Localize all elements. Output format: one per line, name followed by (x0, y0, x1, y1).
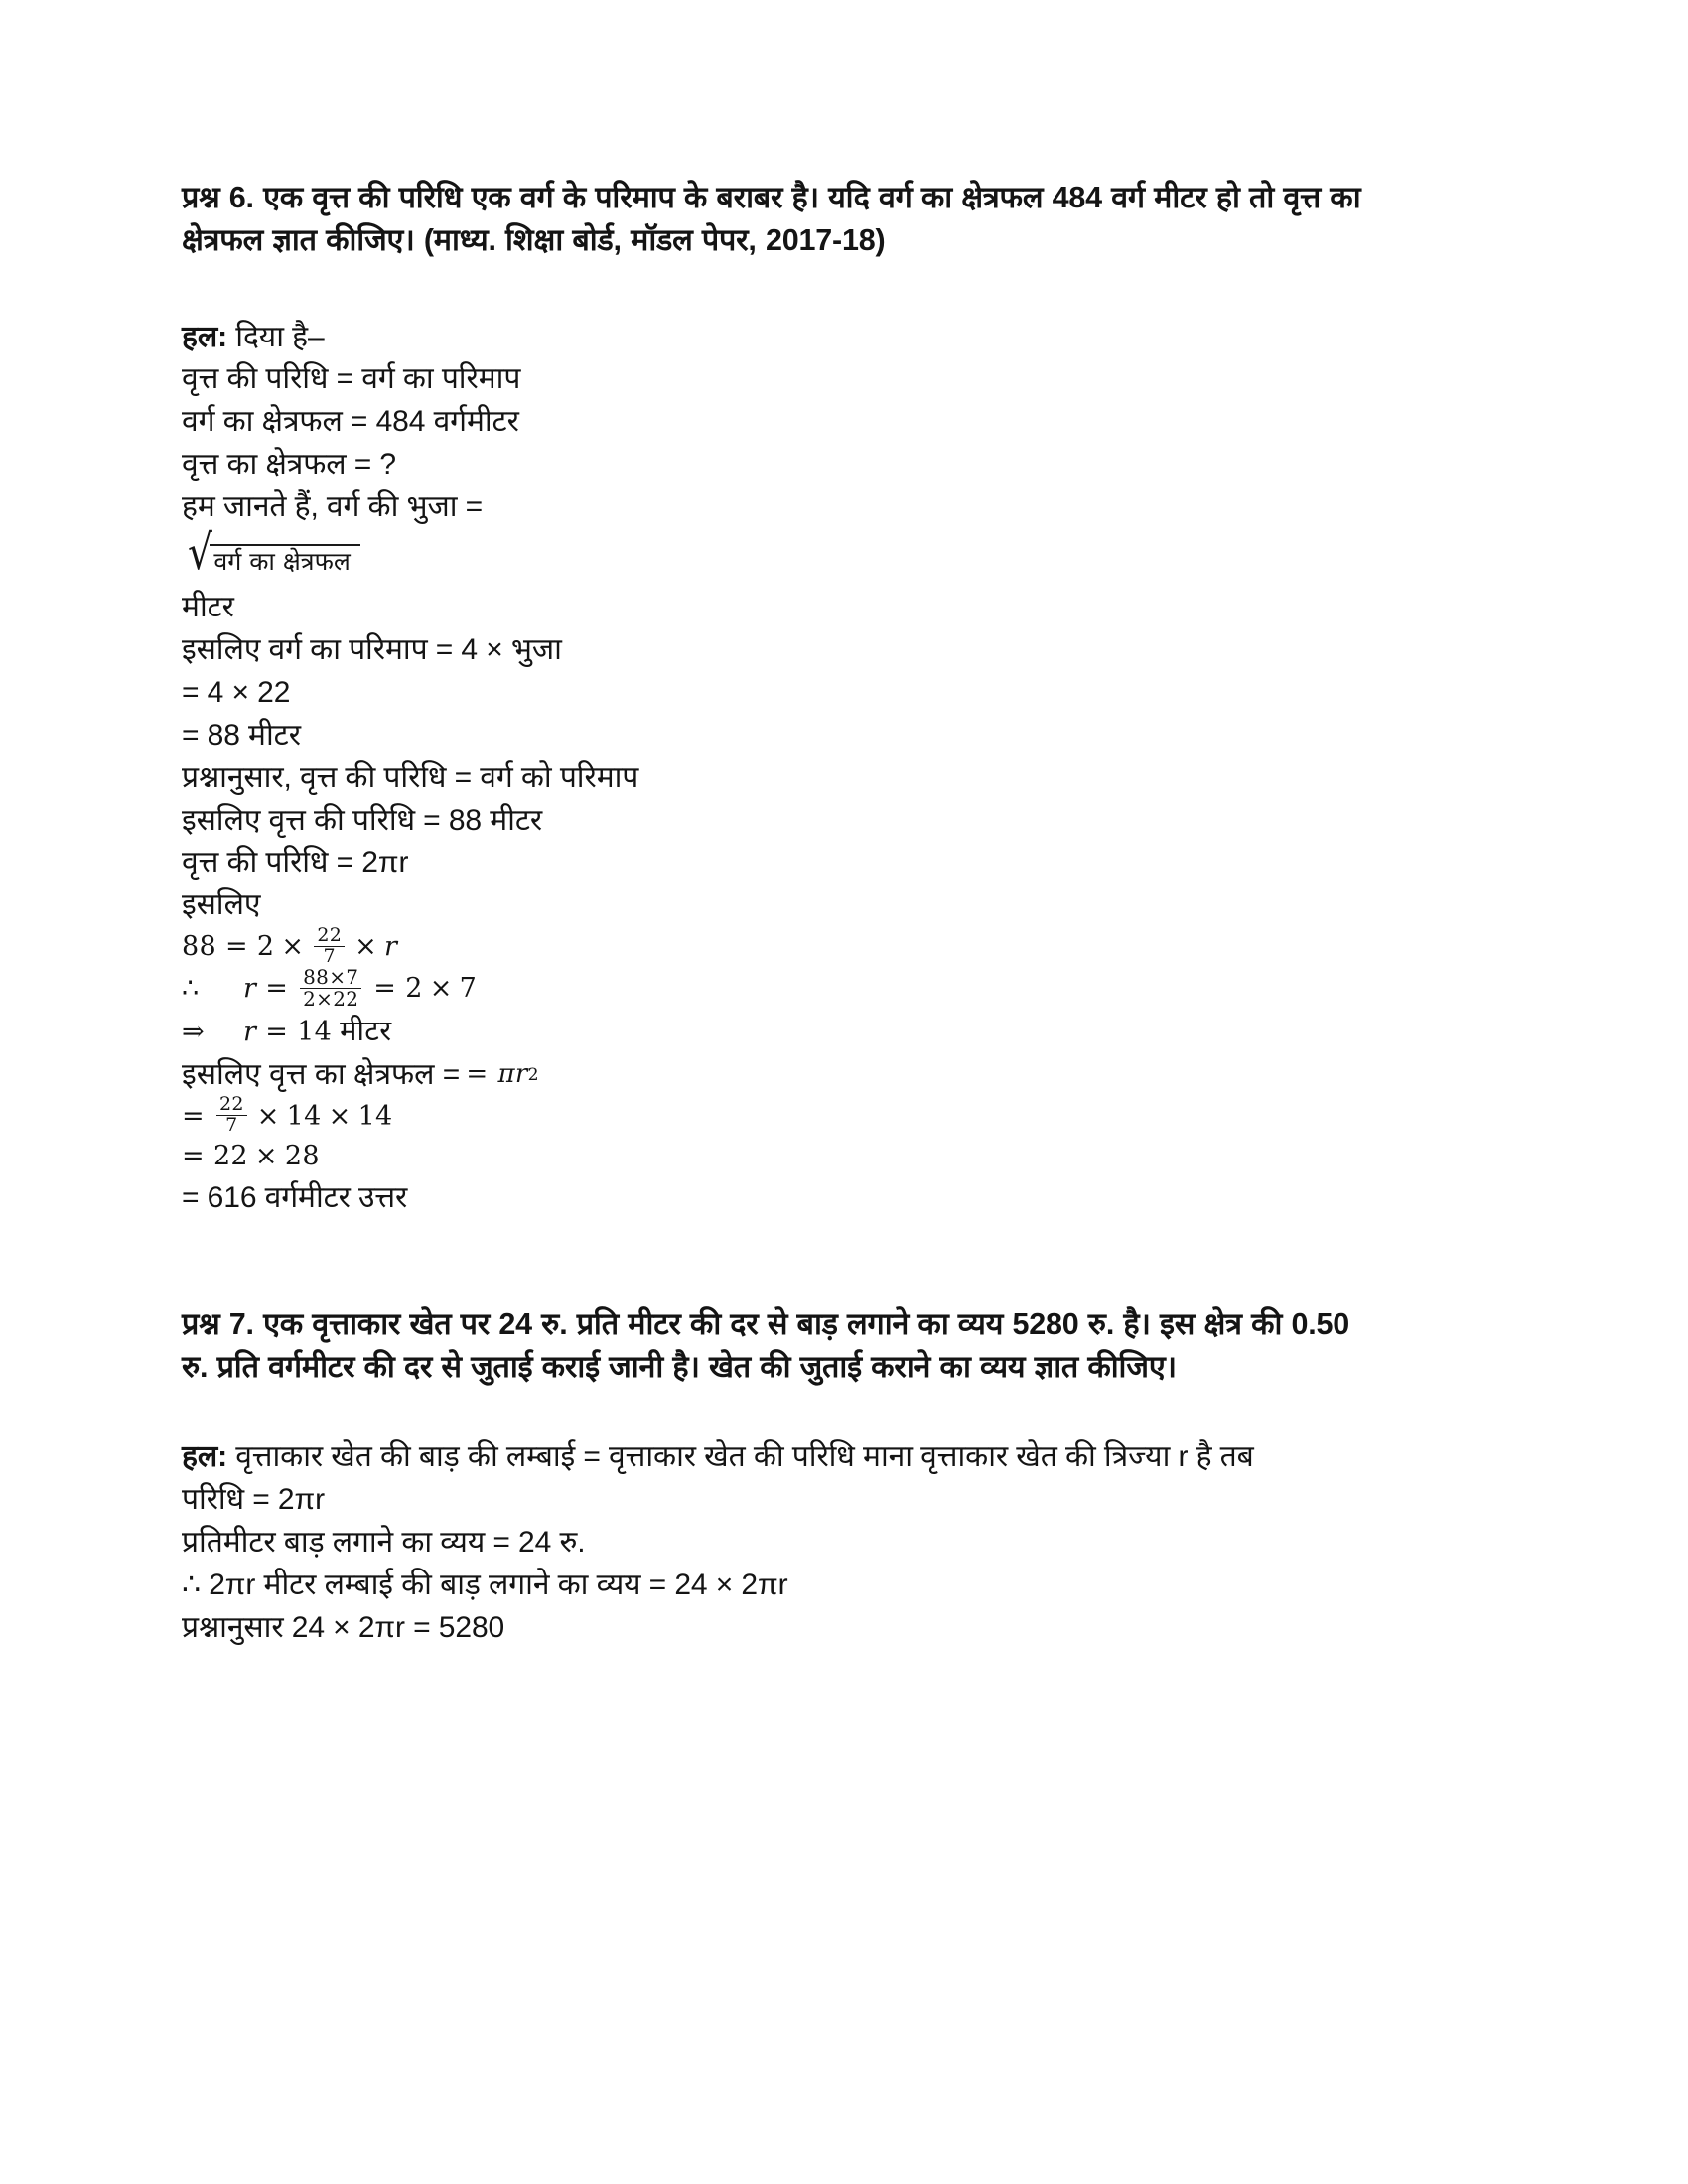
equation-5 (182, 1093, 1363, 1137)
equation-1-equals: = (224, 931, 248, 963)
solution-label-6: हल: (182, 320, 227, 353)
equation-5-fraction (216, 1095, 247, 1136)
equation-1-times-1: × (281, 931, 305, 963)
solution-7-line-3: ∴ 2πr मीटर लम्बाई की बाड़ लगाने का व्यय = 24 × 2πr (182, 1568, 788, 1601)
equation-5-fraction-numerator: 22 (218, 1093, 244, 1116)
question-6-block (182, 177, 1363, 1220)
spacer-q7-heading-solution (182, 1389, 1363, 1436)
equation-3-r: r (243, 1016, 257, 1047)
question-6-heading-line-2: हो तो वृत्त का क्षेत्रफल ज्ञात कीजिए। (माध्य. शिक्षा बोर्ड, मॉडल पेपर, 2017-18) (182, 181, 1361, 258)
spacer-q6-heading-solution (182, 263, 1363, 317)
solution-6-line-2: वर्ग का क्षेत्रफल = 484 वर्गमीटर (182, 405, 519, 439)
question-6-heading-line-1: प्रश्न 6. एक वृत्त की परिधि एक वर्ग के परिमाप के बराबर है। यदि वर्ग का क्षेत्रफल 484 वर्ग मीटर (182, 181, 1207, 214)
spacer-between-questions (182, 1220, 1363, 1303)
equation-2-therefore-symbol: ∴ (182, 973, 200, 1005)
equation-3-implies-symbol: ⇒ (182, 1016, 205, 1047)
question-7-heading-line-2: क्षेत्र की 0.50 रु. प्रति वर्गमीटर की दर से जुताई कराई जानी है। खेत की जुताई कराने का व्यय (182, 1306, 1350, 1384)
equation-6-a: 22 (212, 1141, 248, 1172)
question-6-solution (182, 317, 1363, 1220)
solution-6-line-10: वृत्त की परिधि = 2πr (182, 846, 409, 880)
question-7-heading-line-1: प्रश्न 7. एक वृत्ताकार खेत पर 24 रु. प्रति मीटर की दर से बाड़ लगाने का व्यय 5280 रु. है। इस (182, 1306, 1196, 1341)
solution-label-7: हल: (182, 1440, 227, 1474)
equation-6-equals: = (182, 1141, 205, 1172)
solution-6-final-answer: = 616 वर्गमीटर उत्तर (182, 1180, 408, 1214)
equation-6-times: × (254, 1141, 278, 1172)
solution-7-intro-text: वृत्ताकार खेत की बाड़ की लम्बाई = वृत्ताकार खेत की परिधि माना वृत्ताकार खेत की त्रिज्या r है तब (226, 1440, 1254, 1474)
solution-6-line-8: प्रश्नानुसार, वृत्त की परिधि = वर्ग को परिमाप (182, 760, 639, 794)
page-content (182, 177, 1363, 1650)
square-root-expression (188, 523, 1363, 585)
equation-4-pi: π (497, 1059, 515, 1090)
equation-2-fraction-numerator: 88×7 (303, 965, 359, 990)
equation-4-r: r (514, 1059, 528, 1090)
equation-3-value: 14 (297, 1016, 333, 1047)
solution-6-line-1: वृत्त की परिधि = वर्ग का परिमाप (182, 362, 521, 396)
equation-5-times-2: × (328, 1100, 352, 1132)
radical-group (188, 523, 360, 581)
question-6-heading (182, 177, 1363, 263)
equation-4 (182, 1054, 1363, 1097)
solution-6-line-6: = 4 × 22 (182, 675, 291, 709)
equation-2-r: r (243, 973, 257, 1005)
equation-1-fraction (314, 926, 345, 967)
equation-2 (182, 965, 1363, 1012)
equation-2-fraction (300, 967, 361, 1010)
equation-1-fraction-numerator: 22 (317, 924, 343, 947)
equation-1-r: r (384, 931, 398, 963)
solution-6-intro-line (182, 317, 1363, 359)
solution-6-line-7: = 88 मीटर (182, 718, 301, 751)
equation-3-equals: = (265, 1016, 289, 1047)
solution-7-line-4: प्रश्नानुसार 24 × 2πr = 5280 (182, 1610, 505, 1644)
equation-2-times: × (429, 973, 453, 1005)
equation-2-c: 7 (459, 973, 478, 1005)
equation-5-fraction-denominator: 7 (216, 1115, 247, 1136)
equation-1-times-2: × (354, 931, 378, 963)
solution-6-line-11: इसलिए (182, 888, 261, 922)
equation-3-unit: मीटर (340, 1016, 392, 1048)
radicand-text: वर्ग का क्षेत्रफल (210, 544, 360, 574)
solution-6-line-5: इसलिए वर्ग का परिमाप = 4 × भुजा (182, 632, 562, 666)
equation-2-b: 2 (405, 973, 423, 1005)
equation-1-a: 2 (256, 931, 275, 963)
solution-7-line-2: प्रतिमीटर बाड़ लगाने का व्यय = 24 रु. (182, 1526, 586, 1560)
equation-6-b: 28 (284, 1141, 320, 1172)
equation-1-fraction-denominator: 7 (314, 946, 345, 967)
equation-4-equals: = (466, 1059, 489, 1090)
equation-5-a: 14 (286, 1100, 322, 1132)
square-root-unit: मीटर (182, 591, 234, 624)
question-7-heading-line-3: ज्ञात कीजिए। (1034, 1350, 1177, 1384)
equation-5-b: 14 (357, 1100, 393, 1132)
solution-7-intro-line (182, 1436, 1363, 1479)
equation-3 (182, 1011, 1363, 1054)
equation-2-equals-2: = (373, 973, 397, 1005)
equation-4-text: इसलिए वृत्त का क्षेत्रफल = (182, 1057, 461, 1091)
solution-6-intro-text: दिया है– (226, 320, 325, 353)
equation-6 (182, 1137, 1363, 1177)
equation-2-equals: = (265, 973, 289, 1005)
equation-5-equals: = (182, 1100, 205, 1132)
equation-4-math: = π r 2 (466, 1056, 538, 1093)
solution-6-line-3: वृत्त का क्षेत्रफल = ? (182, 448, 397, 481)
question-7-heading (182, 1303, 1363, 1390)
solution-6-line-9: इसलिए वृत्त की परिधि = 88 मीटर (182, 803, 543, 837)
radical-sign-icon: √ (188, 523, 212, 581)
solution-7-line-1: परिधि = 2πr (182, 1483, 325, 1517)
equation-5-times-1: × (256, 1100, 280, 1132)
question-7-block (182, 1303, 1363, 1650)
equation-1 (182, 924, 1363, 968)
equation-2-fraction-denominator: 2×22 (300, 988, 361, 1010)
solution-6-line-4: हम जानते हैं, वर्ग की भुजा = (182, 490, 484, 524)
question-7-solution (182, 1436, 1363, 1649)
equation-1-lhs: 88 (182, 931, 216, 963)
